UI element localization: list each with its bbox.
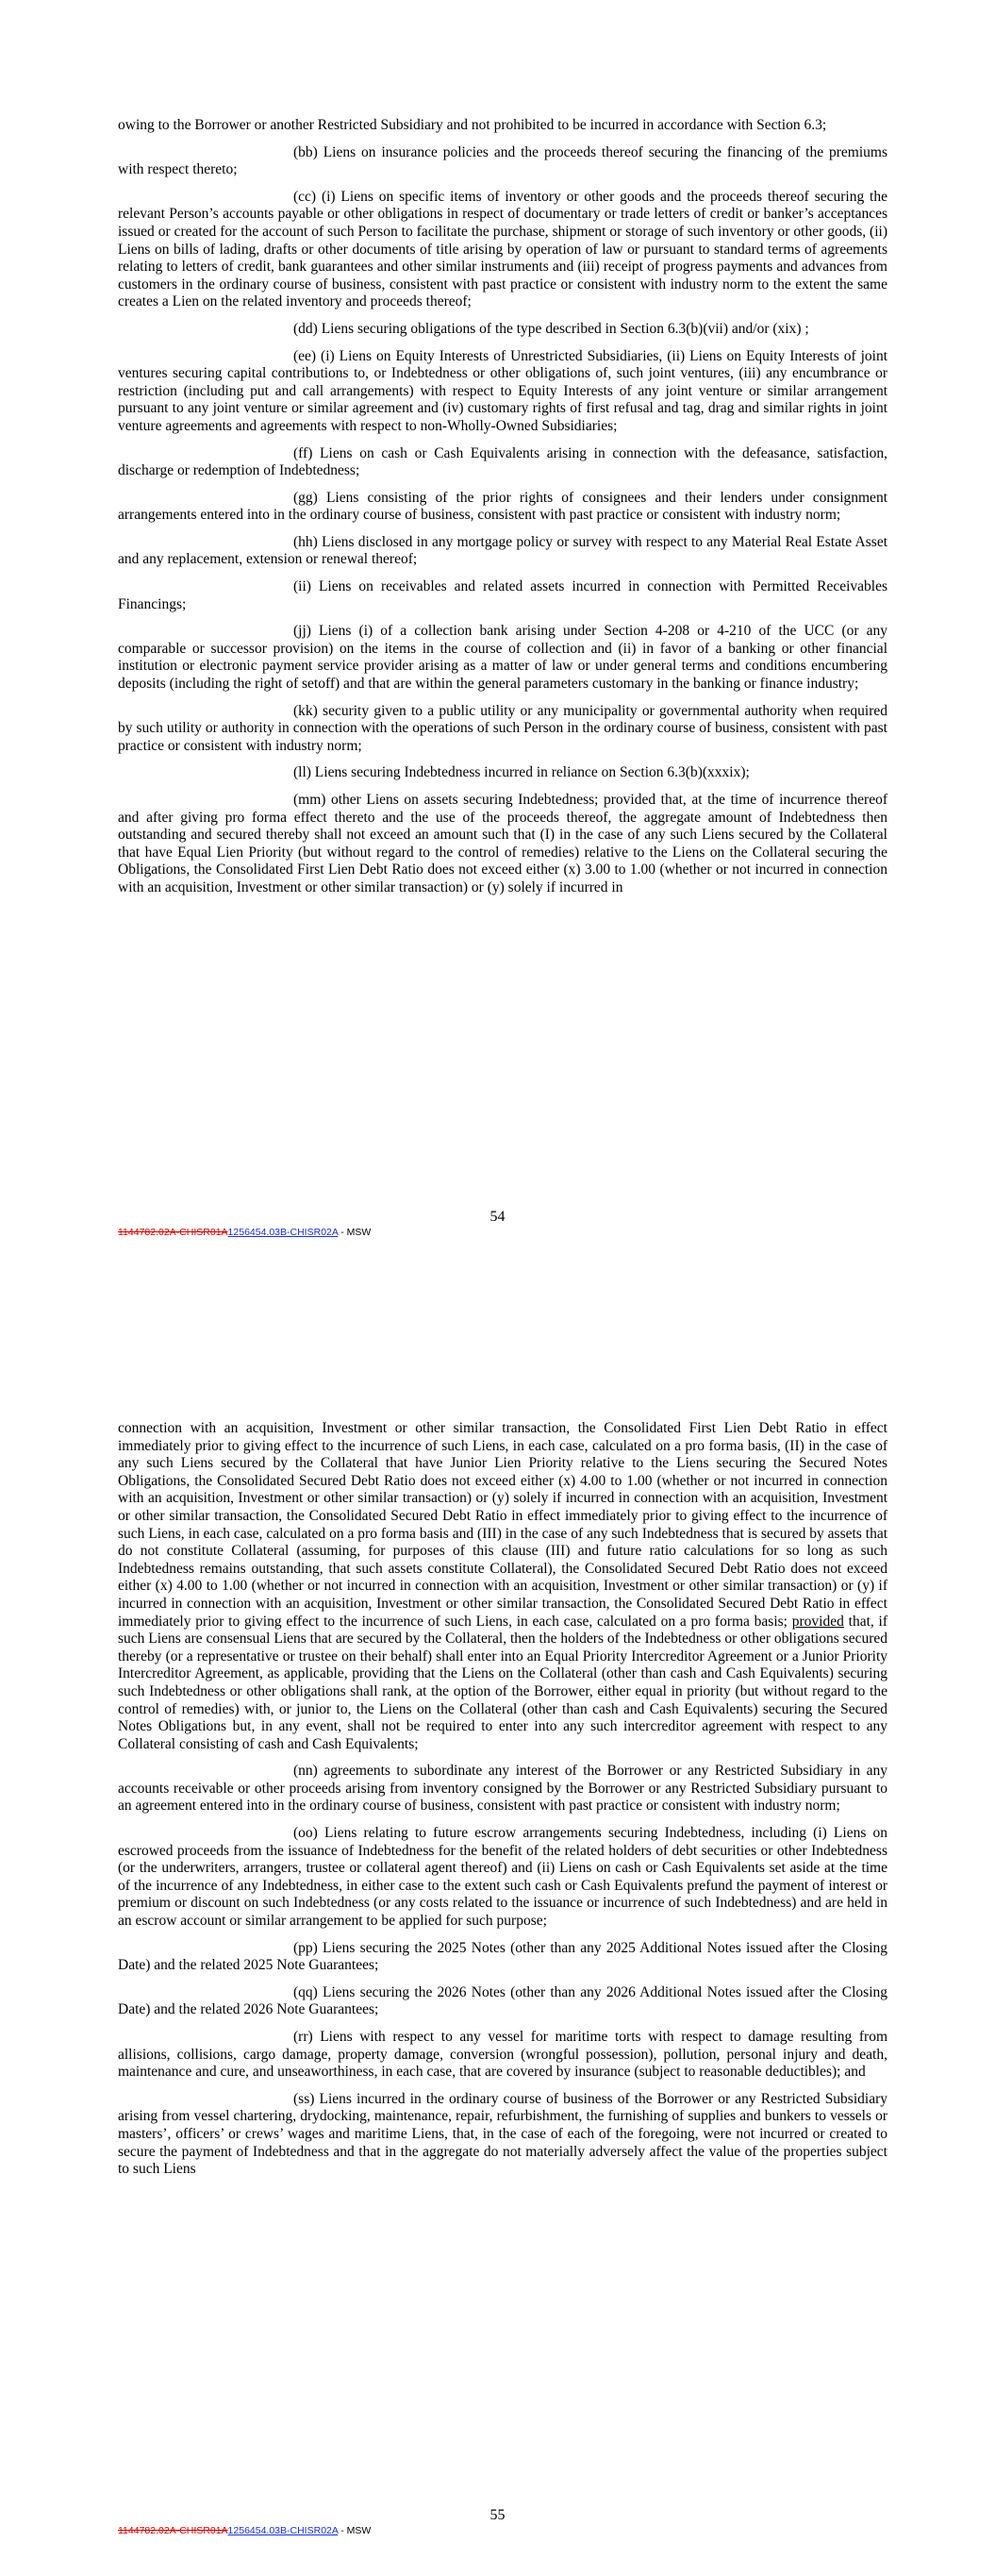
paragraph-rr: (rr) Liens with respect to any vessel for maritime torts with respect to damage resulting from allisions, collisions, cargo damage, property damage, conversion (wrongful possession), pollution, personal injury and death, maintenance and cure, and unseaworthiness, in each case, that are covered by insurance (subject to reasonable deductibles); and: [118, 2029, 887, 2081]
paragraph-ss: (ss) Liens incurred in the ordinary course of business of the Borrower or any Restricted Subsidiary arising from vessel chartering, drydocking, maintenance, repair, refurbishment, the furnishing of supplies and bunkers to vessels or masters’, officers’ or crews’ wages and maritime Liens, that, in the case of each of the foregoing, were not incurred or created to secure the payment of Indebtedness and that in the aggregate do not materially adversely affect the value of the properties subject to such Liens: [118, 2090, 887, 2178]
paragraph-dd: (dd) Liens securing obligations of the type described in Section 6.3(b)(vii) and/or (xix) ;: [293, 320, 809, 337]
provided-term: provided: [791, 1613, 844, 1630]
page-number: 55: [489, 2507, 506, 2523]
footer-suffix: - MSW: [338, 2525, 372, 2536]
footer-deleted-id: 1144782.02A-CHISR01A: [118, 1227, 228, 1238]
footer-inserted-id: 1256454.03B-CHISR02A: [227, 1227, 339, 1238]
paragraph-text: connection with an acquisition, Investment or other similar transaction, the Consolidated First Lien Debt Ratio in effect immediately prior to giving effect to the incurrence of such Liens, in each case, calculated on a pro forma basis, (II) in the case of any such Liens secured by the Collateral that have Junior Lien Priority relative to the Liens securing the Secured Notes Obligations, the Consolidated Secured Debt Ratio does not exceed either (x) 4.00 to 1.00 (whether or not incurred in connection with an acquisition, Investment or other similar transaction) or (y) solely if incurred in connection with an acquisition, Investment or other similar transaction, the Consolidated Secured Debt Ratio in effect immediately prior to giving effect to the incurrence of such Liens, in each case, calculated on a pro forma basis and (III) in the case of any such Indebtedness that is secured by assets that do not constitute Collateral (assuming, for purposes of this clause (III) and future ratio calculations for so long as such Indebtedness remains outstanding, that such assets constitute Collateral), the Consolidated Secured Debt Ratio does not exceed either (x) 4.00 to 1.00 (whether or not incurred in connection with an acquisition, Investment or other similar transaction) or (y) if incurred in connection with an acquisition, Investment or other similar transaction, the Consolidated Secured Debt Ratio in effect immediately prior to giving effect to the incurrence of such Liens, in each case, calculated on a pro forma basis;: [118, 1420, 887, 1630]
footer-inserted-id: 1256454.03B-CHISR02A: [227, 2525, 339, 2536]
paragraph-mm-continued: [118, 1420, 887, 1753]
paragraph-cc: (cc) (i) Liens on specific items of inventory or other goods and the proceeds thereof securing the relevant Person’s accounts payable or other obligations in respect of documentary or trade letters of credit or banker’s acceptances issued or created for the account of such Person to facilitate the purchase, shipment or storage of such inventory or other goods, (ii) Liens on bills of lading, drafts or other documents of title arising by operation of law or pursuant to standard terms of agreements relating to letters of credit, bank guarantees and other similar instruments and (iii) receipt of progress payments and advances from customers in the ordinary course of business, consistent with past practice or consistent with industry norm to the extent the same creates a Lien on the related inventory and proceeds thereof;: [118, 188, 887, 310]
document-footer: [118, 1227, 371, 1238]
paragraph-ll: (ll) Liens securing Indebtedness incurred in reliance on Section 6.3(b)(xxxix);: [293, 764, 750, 781]
paragraph: owing to the Borrower or another Restricted Subsidiary and not prohibited to be incurred in accordance with Section 6.3;: [118, 117, 827, 133]
paragraph-gg: (gg) Liens consisting of the prior rights of consignees and their lenders under consignment arrangements entered into in the ordinary course of business, consistent with past practice or consistent with industry norm;: [118, 489, 887, 524]
page-55-body: [118, 1420, 887, 2188]
paragraph-ff: (ff) Liens on cash or Cash Equivalents arising in connection with the defeasance, satisfaction, discharge or redemption of Indebtedness;: [118, 444, 887, 479]
paragraph-oo: (oo) Liens relating to future escrow arrangements securing Indebtedness, including (i) Liens on escrowed proceeds from the issuance of Indebtedness for the benefit of the related holders of debt securities or other Indebtedness (or the underwriters, arrangers, trustee or collateral agent thereof) and (ii) Liens on cash or Cash Equivalents set aside at the time of the incurrence of any Indebtedness, in either case to the extent such cash or Cash Equivalents prefund the payment of interest or premium or discount on such Indebtedness (or any costs related to the issuance or incurrence of such Indebtedness) and are held in an escrow account or similar arrangement to be applied for such purpose;: [118, 1825, 887, 1930]
paragraph-ii: (ii) Liens on receivables and related assets incurred in connection with Permitted Receivables Financings;: [118, 578, 887, 612]
paragraph-pp: (pp) Liens securing the 2025 Notes (other than any 2025 Additional Notes issued after the Closing Date) and the related 2025 Note Guarantees;: [118, 1939, 887, 1974]
paragraph-kk: (kk) security given to a public utility or any municipality or governmental authority when required by such utility or authority in connection with the operations of such Person in the ordinary course of business, consistent with past practice or consistent with industry norm;: [118, 702, 887, 754]
paragraph-jj: (jj) Liens (i) of a collection bank arising under Section 4-208 or 4-210 of the UCC (or any comparable or successor provision) on the items in the course of collection and (ii) in favor of a banking or other financial institution or electronic payment service provider arising as a matter of law or under general terms and conditions encumbering deposits (including the right of setoff) and that are within the general parameters customary in the banking or finance industry;: [118, 623, 887, 693]
paragraph-bb: (bb) Liens on insurance policies and the proceeds thereof securing the financing of the premiums with respect thereto;: [118, 143, 887, 178]
paragraph-hh: (hh) Liens disclosed in any mortgage policy or survey with respect to any Material Real Estate Asset and any replacement, extension or renewal thereof;: [118, 533, 887, 568]
paragraph-mm: (mm) other Liens on assets securing Indebtedness; provided that, at the time of incurrence thereof and after giving pro forma effect thereto and the use of the proceeds thereof, the aggregate amount of Indebtedness then outstanding and secured thereby shall not exceed an amount such that (I) in the case of any such Liens secured by the Collateral that have Equal Lien Priority (but without regard to the control of remedies) relative to the Liens on the Collateral securing the Obligations, the Consolidated First Lien Debt Ratio does not exceed either (x) 3.00 to 1.00 (whether or not incurred in connection with an acquisition, Investment or other similar transaction) or (y) solely if incurred in: [118, 792, 887, 895]
paragraph-ee: (ee) (i) Liens on Equity Interests of Unrestricted Subsidiaries, (ii) Liens on Equity Interests of joint ventures securing capital contributions to, or Indebtedness or other obligations of, such joint ventures, (iii) any encumbrance or restriction (including put and call arrangements) with respect to Equity Interests of any joint venture or similar arrangement pursuant to any joint venture or similar agreement and (iv) customary rights of first refusal and tag, drag and similar rights in joint venture agreements and agreements with respect to non-Wholly-Owned Subsidiaries;: [118, 347, 887, 434]
document-footer: [118, 2525, 371, 2536]
footer-suffix: - MSW: [338, 1227, 372, 1238]
paragraph-text: that, if such Liens are consensual Liens that are secured by the Collateral, then the holders of the Indebtedness or other obligations secured thereby (or a representative or trustee on their behalf) shall enter into an Equal Priority Intercreditor Agreement or a Junior Priority Intercreditor Agreement, as applicable, providing that the Liens on the Collateral (other than cash and Cash Equivalents) securing such Indebtedness or other obligations shall rank, at the option of the Borrower, either equal in priority (but without regard to the control of remedies) with, or junior to, the Liens on the Collateral (other than cash and Cash Equivalents) securing the Secured Notes Obligations but, in any event, shall not be required to enter into any such intercreditor agreement with respect to any Collateral consisting of cash and Cash Equivalents;: [118, 1613, 887, 1752]
page-55: [0, 1302, 995, 2576]
paragraph-nn: (nn) agreements to subordinate any interest of the Borrower or any Restricted Subsidiary in any accounts receivable or other proceeds arising from inventory consigned by the Borrower or any Restricted Subsidiary pursuant to an agreement entered into in the ordinary course of business, consistent with past practice or consistent with industry norm;: [118, 1763, 887, 1815]
paragraph-qq: (qq) Liens securing the 2026 Notes (other than any 2026 Additional Notes issued after the Closing Date) and the related 2026 Note Guarantees;: [118, 1983, 887, 2018]
page-number: 54: [489, 1209, 506, 1225]
page-54-body: [118, 117, 887, 907]
footer-deleted-id: 1144782.02A-CHISR01A: [118, 2525, 228, 2536]
